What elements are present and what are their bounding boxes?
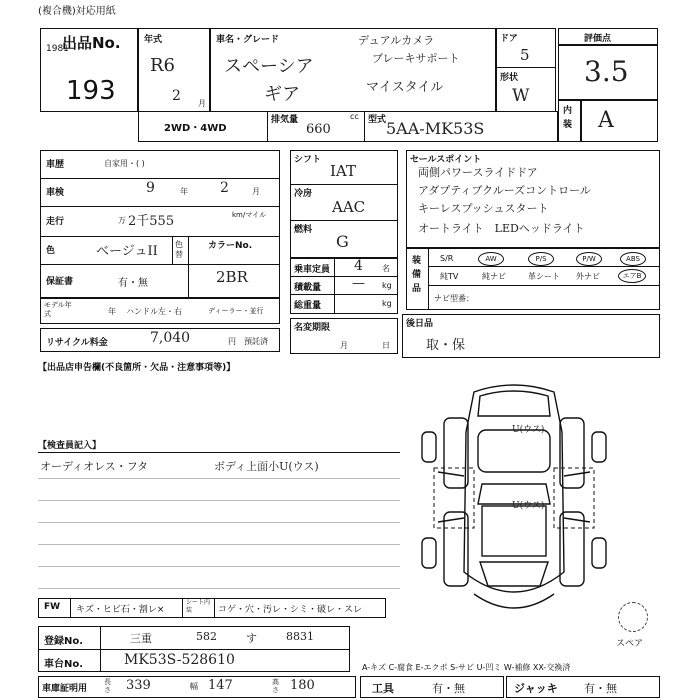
tools-label: 工具 (372, 682, 394, 695)
col-line (214, 598, 215, 618)
right-rear-wheel (592, 538, 606, 568)
rule-line (38, 522, 400, 523)
name-value-2: ギア (264, 84, 300, 105)
roof-outline (482, 506, 546, 556)
capacity-label: 乗車定員 (294, 265, 331, 275)
inspection-year-unit: 年 (180, 187, 188, 196)
right-front-wheel (592, 432, 606, 462)
equipment-item: エアB (618, 269, 646, 283)
capacity-value: 4 (354, 258, 363, 274)
width-value: 147 (208, 678, 233, 693)
sales-point-item: オートライト LEDヘッドライト (418, 222, 585, 235)
gross-unit: kg (382, 299, 392, 308)
left-front-fender (444, 418, 468, 488)
warranty-options: 有・無 (118, 278, 148, 289)
fuel-value: G (336, 232, 349, 251)
rename-label: 名変期限 (294, 323, 331, 333)
sales-point-item: アダプティブクルーズコントロール (418, 184, 591, 197)
shift-label: シフト (294, 155, 322, 165)
rule-line (38, 588, 400, 589)
handle-label: ハンドル (126, 307, 158, 316)
mileage-unit: km/マイル (232, 211, 267, 219)
shift-value: IAT (330, 162, 356, 180)
recycle-note: 預託済 (244, 337, 268, 346)
equipment-item: P/S (528, 252, 554, 266)
equipment-item: 純ナビ (482, 272, 506, 281)
damage-mark-front: U(ウス) (512, 425, 545, 435)
spare-label: スペア (616, 639, 644, 649)
drive-label: 2WD・4WD (164, 123, 227, 134)
row-line (40, 178, 280, 179)
jack-options: 有・無 (584, 682, 617, 695)
interior-value: A (598, 108, 614, 133)
col-line (182, 598, 183, 618)
col-line (334, 258, 335, 314)
dealer-label: ディーラー・並行 (208, 307, 264, 315)
row-line (428, 266, 660, 267)
equipment-item: P/W (576, 252, 602, 266)
color-no-value: 2BR (216, 268, 248, 286)
inspector-note-1: オーディオレス・フタ (40, 460, 149, 473)
row-line (290, 276, 398, 277)
load-value: — (352, 276, 365, 291)
row-line (40, 236, 280, 237)
displacement-unit: cc (350, 112, 359, 121)
navi-label: ナビ型番： (434, 294, 474, 303)
chassis-value: MK53S-528610 (124, 652, 235, 668)
equipment-item: S/R (440, 254, 454, 263)
hood-outline (478, 430, 550, 472)
length-label: 長さ (104, 678, 111, 694)
model-label: 型式 (368, 115, 387, 125)
spare-tire-icon (618, 602, 648, 632)
damage-mark-roof: U(ウス) (512, 501, 545, 511)
inspector-line (38, 452, 400, 453)
lot-number: 193 (66, 76, 116, 106)
rename-day: 日 (382, 341, 390, 350)
col-line (100, 626, 101, 672)
sales-point-item: キーレスプッシュスタート (418, 202, 549, 215)
model-year-label: モデル年式 (44, 301, 72, 318)
equipment-item: ABS (620, 252, 646, 266)
mirror-lines (438, 472, 590, 522)
height-label: 高さ (272, 678, 279, 694)
row-line (290, 294, 398, 295)
height-value: 180 (290, 678, 315, 693)
later-label: 後日品 (406, 319, 434, 329)
front-bumper-outline (478, 391, 550, 416)
right-front-fender (560, 418, 584, 488)
load-label: 積載量 (294, 283, 322, 293)
equipment-label: 装備品 (412, 256, 422, 294)
year-label: 年式 (144, 35, 163, 45)
rule-line (38, 566, 400, 567)
col-line (172, 236, 173, 264)
mileage-value: 2千555 (128, 214, 175, 229)
top-note: (複合機)対応用紙 (38, 6, 116, 17)
shape-value: W (512, 86, 530, 106)
score-label: 評価点 (584, 34, 612, 44)
row-line (40, 206, 280, 207)
model-year-unit: 年 (108, 307, 116, 316)
jack-label: ジャッキ (514, 682, 558, 695)
fw-text: キズ・ヒビ石・割レ× (76, 605, 165, 615)
color-no-label: カラーNo. (208, 241, 253, 251)
inspector-note-2: ボディ上面小U(ウス) (214, 460, 319, 473)
name-label: 車名・グレード (216, 35, 280, 45)
reg-pref: 三重 (130, 632, 152, 645)
recycle-label: リサイクル料金 (46, 338, 108, 348)
row-line (38, 649, 350, 650)
grade-note-1: デュアルカメラ (358, 34, 435, 47)
lot-label: 出品No. (62, 34, 121, 52)
rear-bumper-outline (474, 594, 554, 608)
color-change-label: 色替 (175, 240, 183, 259)
inspection-label: 車検 (46, 188, 65, 198)
equipment-item: 外ナビ (576, 272, 600, 281)
left-rear-wheel (422, 538, 436, 568)
ac-label: 冷房 (294, 189, 313, 199)
displacement-value: 660 (306, 122, 331, 137)
col-line (188, 236, 189, 298)
load-unit: kg (382, 281, 392, 290)
inspector-label: 【検査員記入】 (38, 441, 102, 451)
reg-label: 登録No. (44, 636, 84, 647)
history-label: 車歴 (46, 160, 65, 170)
col-line (70, 598, 71, 618)
shape-label: 形状 (500, 73, 519, 83)
col-line (428, 248, 429, 310)
recycle-value: 7,040 (150, 330, 191, 346)
length-value: 339 (126, 678, 151, 693)
row-line (40, 264, 280, 265)
mileage-unit-man: 万 (118, 216, 126, 225)
rule-line (38, 478, 400, 479)
inspection-year: 9 (146, 180, 155, 196)
handle-options: 左・右 (158, 307, 182, 316)
row-line (428, 285, 660, 286)
door-label: ドア (500, 34, 518, 44)
reg-class: 582 (196, 630, 217, 643)
row-line (290, 184, 398, 185)
sales-point-item: 両側パワースライドドア (418, 166, 538, 179)
rear-glass-outline (480, 562, 548, 586)
row-line (290, 220, 398, 221)
equipment-item: 革シート (528, 272, 560, 281)
year-value: R6 (150, 55, 176, 76)
rule-line (38, 500, 400, 501)
mileage-label: 走行 (46, 217, 65, 227)
inspection-month: 2 (220, 180, 229, 196)
color-value: ベージュII (96, 244, 158, 259)
equipment-item: 純TV (440, 272, 459, 281)
width-label: 幅 (190, 682, 198, 691)
name-value: スペーシア (224, 56, 314, 77)
reg-num: 8831 (286, 630, 314, 643)
later-value: 取・保 (426, 338, 466, 353)
reg-kana: す (246, 632, 257, 645)
month-unit: 月 (198, 99, 206, 108)
gross-label: 総重量 (294, 301, 322, 311)
color-label: 色 (46, 246, 56, 256)
score-value: 3.5 (584, 55, 629, 88)
history-options: 自家用・( ) (104, 159, 145, 168)
seat-label: シート内装 (186, 599, 211, 614)
fw-label: FW (44, 602, 61, 612)
grade-note-2: ブレーキサポート (372, 52, 460, 65)
grade-note-3: マイスタイル (366, 80, 444, 95)
sales-points-label: セールスポイント (410, 155, 482, 165)
fuel-label: 燃料 (294, 225, 313, 235)
displacement-label: 排気量 (271, 115, 299, 125)
recycle-unit: 円 (228, 337, 236, 346)
rule-line (38, 544, 400, 545)
seat-text: コゲ・穴・汚レ・シミ・破レ・スレ (218, 605, 363, 615)
interior-label: 内装 (563, 106, 573, 130)
warranty-label: 保証書 (46, 277, 74, 287)
interior-divider (580, 100, 582, 142)
damage-legend: A-キズ C-腐食 E-エクボ S-サビ U-凹ミ W-補修 XX-交換済 (362, 663, 571, 672)
chassis-label: 車台No. (44, 659, 84, 670)
cert-label: 車庫証明用 (42, 684, 88, 694)
equipment-item: AW (478, 252, 504, 266)
door-value: 5 (520, 46, 530, 64)
model-value: 5AA-MK53S (386, 119, 485, 138)
rename-month: 月 (340, 341, 348, 350)
score-divider (558, 44, 658, 46)
tools-options: 有・無 (432, 682, 465, 695)
capacity-unit: 名 (382, 264, 390, 273)
lot-code: 1981 (46, 44, 69, 54)
left-front-wheel (422, 432, 436, 462)
inspection-month-unit: 月 (252, 187, 260, 196)
ac-value: AAC (332, 198, 366, 216)
month-value: 2 (172, 88, 181, 104)
report-label: 【出品店申告欄(不良箇所・欠品・注意事項等)】 (38, 363, 236, 373)
